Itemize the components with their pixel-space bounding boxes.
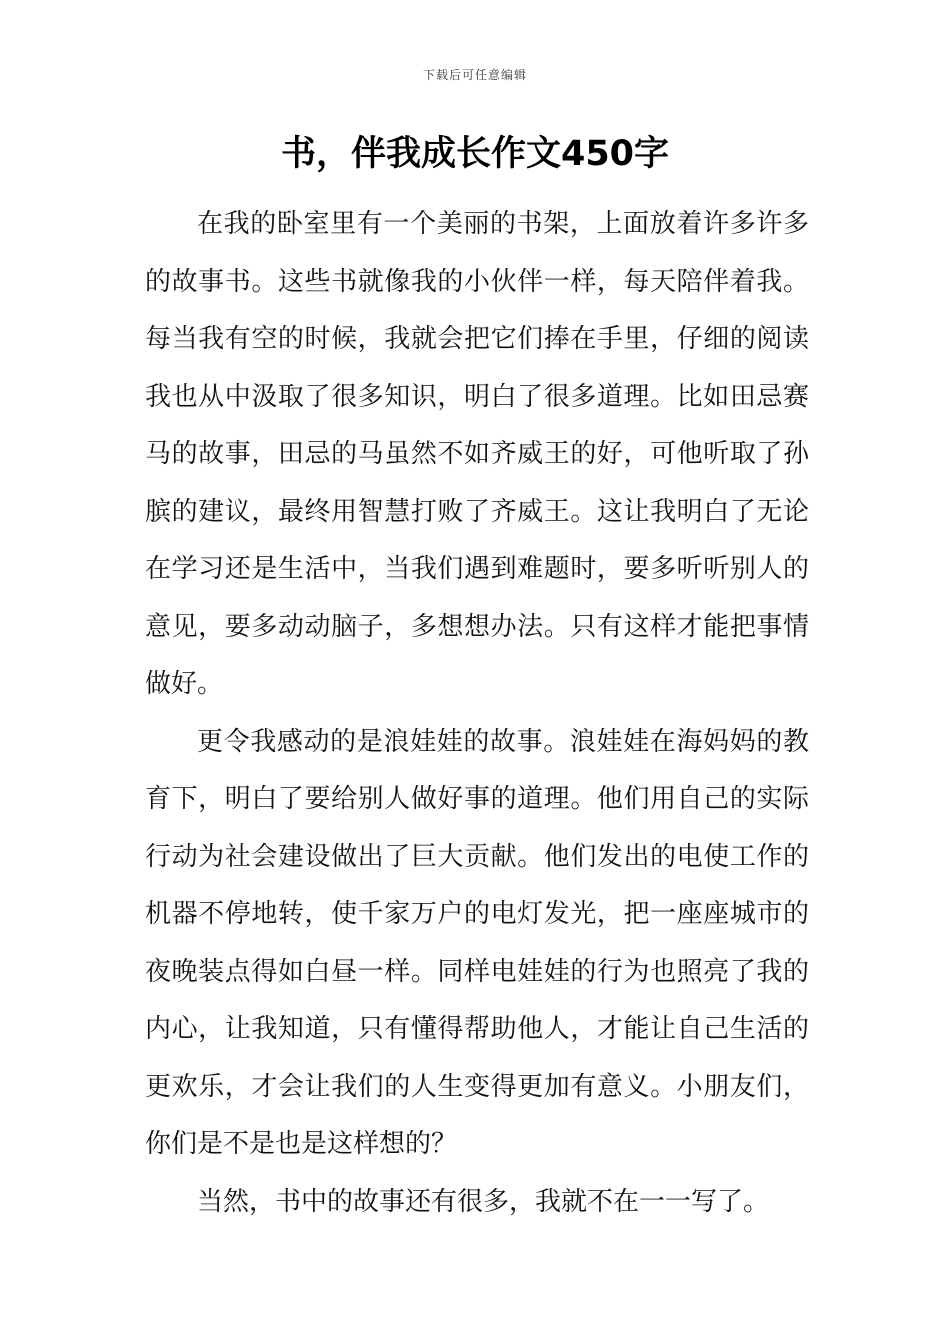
paragraph-2: 更令我感动的是浪娃娃的故事。浪娃娃在海妈妈的教育下，明白了要给别人做好事的道理。他们用自己的实际行动为社会建设做出了巨大贡献。他们发出的电使工作的机器不停地转，使千家万户的电灯发光，把一座座城市的夜晚装点得如白昼一样。同样电娃娃的行为也照亮了我的内心，让我知道，只有懂得帮助他人，才能让自己生活的更欢乐，才会让我们的人生变得更加有意义。小朋友们，你们是不是也是这样想的？ [145, 726, 809, 1159]
download-note: 下载后可任意编辑 [422, 68, 527, 82]
paragraph-3: 当然，书中的故事还有很多，我就不在一一写了。 [197, 1186, 770, 1217]
essay-body [145, 196, 809, 1231]
paragraph-1: 在我的卧室里有一个美丽的书架，上面放着许多许多的故事书。这些书就像我的小伙伴一样，每天陪伴着我。每当我有空的时候，我就会把它们捧在手里，仔细的阅读我也从中汲取了很多知识，明白了很多道理。比如田忌赛马的故事，田忌的马虽然不如齐威王的好，可他听取了孙膑的建议，最终用智慧打败了齐威王。这让我明白了无论在学习还是生活中，当我们遇到难题时，要多听听别人的意见，要多动动脑子，多想想办法。只有这样才能把事情做好。 [145, 209, 809, 699]
document-title: 书，伴我成长作文450字 [280, 134, 670, 174]
